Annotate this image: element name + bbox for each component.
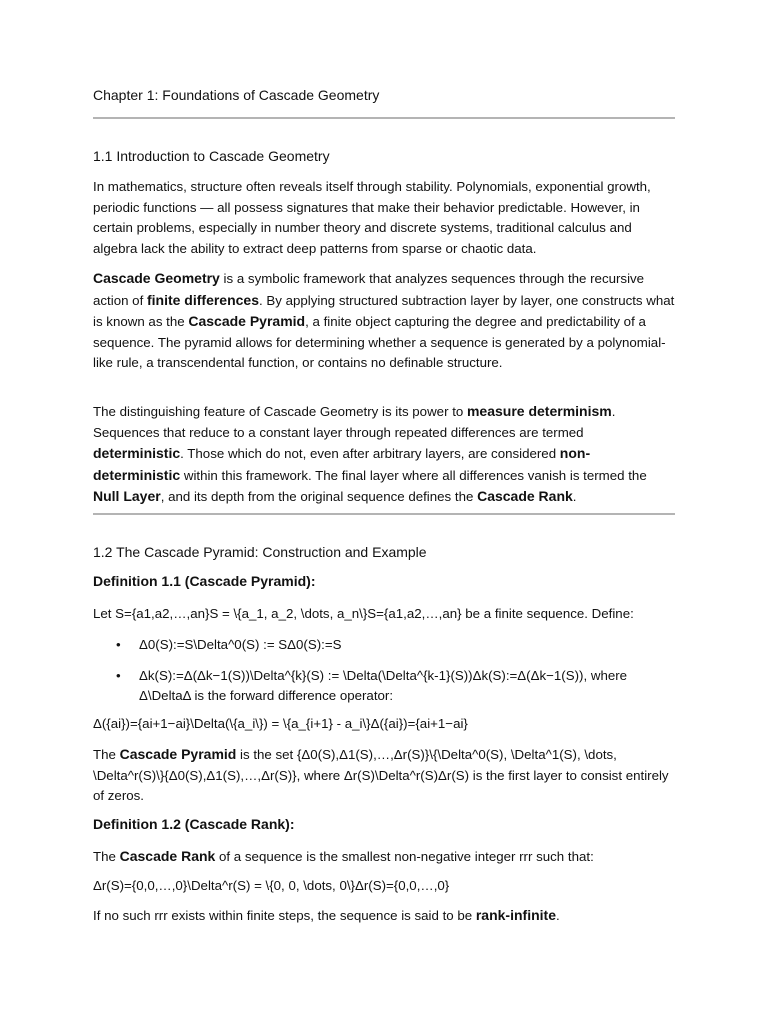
- bullet-dot-icon: •: [116, 667, 121, 683]
- term-cascade-pyramid: Cascade Pyramid: [188, 313, 306, 329]
- list-item: [93, 666, 675, 707]
- section-divider: [93, 513, 675, 515]
- paragraph-text: , a finite object capturing the degree and predictability of a sequence. The pyramid allows for determining whether a sequence is generated by a polynomial-like rule, a transcendental function, or contains no definable structure.: [93, 314, 666, 370]
- paragraph-text: The distinguishing feature of Cascade Geometry is its power to: [93, 404, 467, 419]
- term-cascade-rank: Cascade Rank: [119, 848, 216, 864]
- chapter-title: Chapter 1: Foundations of Cascade Geometry: [93, 87, 380, 103]
- paragraph-text: , and its depth from the original sequence defines the: [160, 489, 478, 504]
- definition-1-1-title: Definition 1.1 (Cascade Pyramid):: [93, 573, 316, 589]
- term-measure-determinism: measure determinism: [466, 403, 612, 419]
- bullet-text: Δ0(S):=S\Delta^0(S) := SΔ0(S):=S: [139, 637, 342, 652]
- intro-paragraph: In mathematics, structure often reveals itself through stability. Polynomials, exponential growth, periodic functions — all possess signatures that make their behavior predictable. However, in certain problems, especially in number theory and discrete systems, traditional calculus and algebra lack the ability to extract deep patterns from sparse or chaotic data.: [93, 179, 651, 256]
- paragraph-text: The: [93, 849, 120, 864]
- term-finite-differences: finite differences: [146, 291, 259, 308]
- definition-bullet-list: [93, 635, 675, 717]
- paragraph-text: .: [572, 489, 577, 504]
- cascade-geometry-paragraph: [93, 268, 675, 374]
- term-cascade-pyramid: Cascade Pyramid: [119, 746, 237, 762]
- forward-difference-formula: Δ({ai})={ai+1−ai}\Delta(\{a_i\}) = \{a_{i+1} - a_i\}Δ({ai})={ai+1−ai}: [93, 716, 468, 731]
- paragraph-text: within this framework. The final layer where all differences vanish is termed the: [180, 467, 647, 483]
- determinism-paragraph: [93, 401, 675, 508]
- cascade-pyramid-definition: [93, 744, 675, 807]
- term-deterministic: deterministic: [93, 445, 181, 461]
- paragraph-text: If no such rrr exists within finite steps, the sequence is said to be: [93, 908, 476, 923]
- cascade-rank-definition: [93, 846, 675, 868]
- paragraph-text: The: [93, 747, 120, 762]
- definition-1-2-title: Definition 1.2 (Cascade Rank):: [93, 816, 295, 832]
- paragraph-text: . By applying structured subtraction layer by layer, one constructs what is known as the: [93, 292, 675, 329]
- term-non-deterministic: non-deterministic: [93, 445, 591, 483]
- paragraph-text: of a sequence is the smallest non-negative integer rrr such that:: [215, 849, 594, 864]
- bullet-text: Δk(S):=Δ(Δk−1(S))\Delta^{k}(S) := \Delta(\Delta^{k-1}(S))Δk(S):=Δ(Δk−1(S)), where Δ\DeltaΔ is the forward difference operator:: [139, 667, 628, 703]
- paragraph-text: is a symbolic framework that analyzes sequences through the recursive action of: [93, 271, 645, 308]
- rank-infinite-paragraph: [93, 905, 675, 927]
- term-null-layer: Null Layer: [93, 488, 161, 504]
- paragraph-text: is the set {Δ0(S),Δ1(S),…,Δr(S)}\{\Delta^0(S), \Delta^1(S), \dots, \Delta^r(S)\}{Δ0(S),Δ1(S),…,Δr(S)}, where Δr(S)\Delta^r(S)Δr(S) is the first layer to consist entirely of zeros.: [93, 747, 669, 803]
- section-1-2-heading: 1.2 The Cascade Pyramid: Construction and Example: [93, 544, 427, 560]
- paragraph-text: .: [555, 908, 560, 923]
- term-cascade-rank: Cascade Rank: [477, 488, 573, 504]
- let-sequence-line: Let S={a1,a2,…,an}S = \{a_1, a_2, \dots, a_n\}S={a1,a2,…,an} be a finite sequence. Define:: [93, 606, 634, 621]
- section-divider: [93, 117, 675, 119]
- section-1-1-heading: 1.1 Introduction to Cascade Geometry: [93, 148, 330, 164]
- term-cascade-geometry: Cascade Geometry: [93, 270, 220, 286]
- term-rank-infinite: rank-infinite: [475, 907, 556, 923]
- paragraph-text: . Those which do not, even after arbitrary layers, are considered: [180, 446, 560, 461]
- bullet-dot-icon: •: [116, 637, 121, 652]
- paragraph-text: . Sequences that reduce to a constant layer through repeated differences are termed: [93, 404, 616, 440]
- list-item: [93, 635, 675, 656]
- null-layer-formula: Δr(S)={0,0,…,0}\Delta^r(S) = \{0, 0, \dots, 0\}Δr(S)={0,0,…,0}: [93, 878, 450, 893]
